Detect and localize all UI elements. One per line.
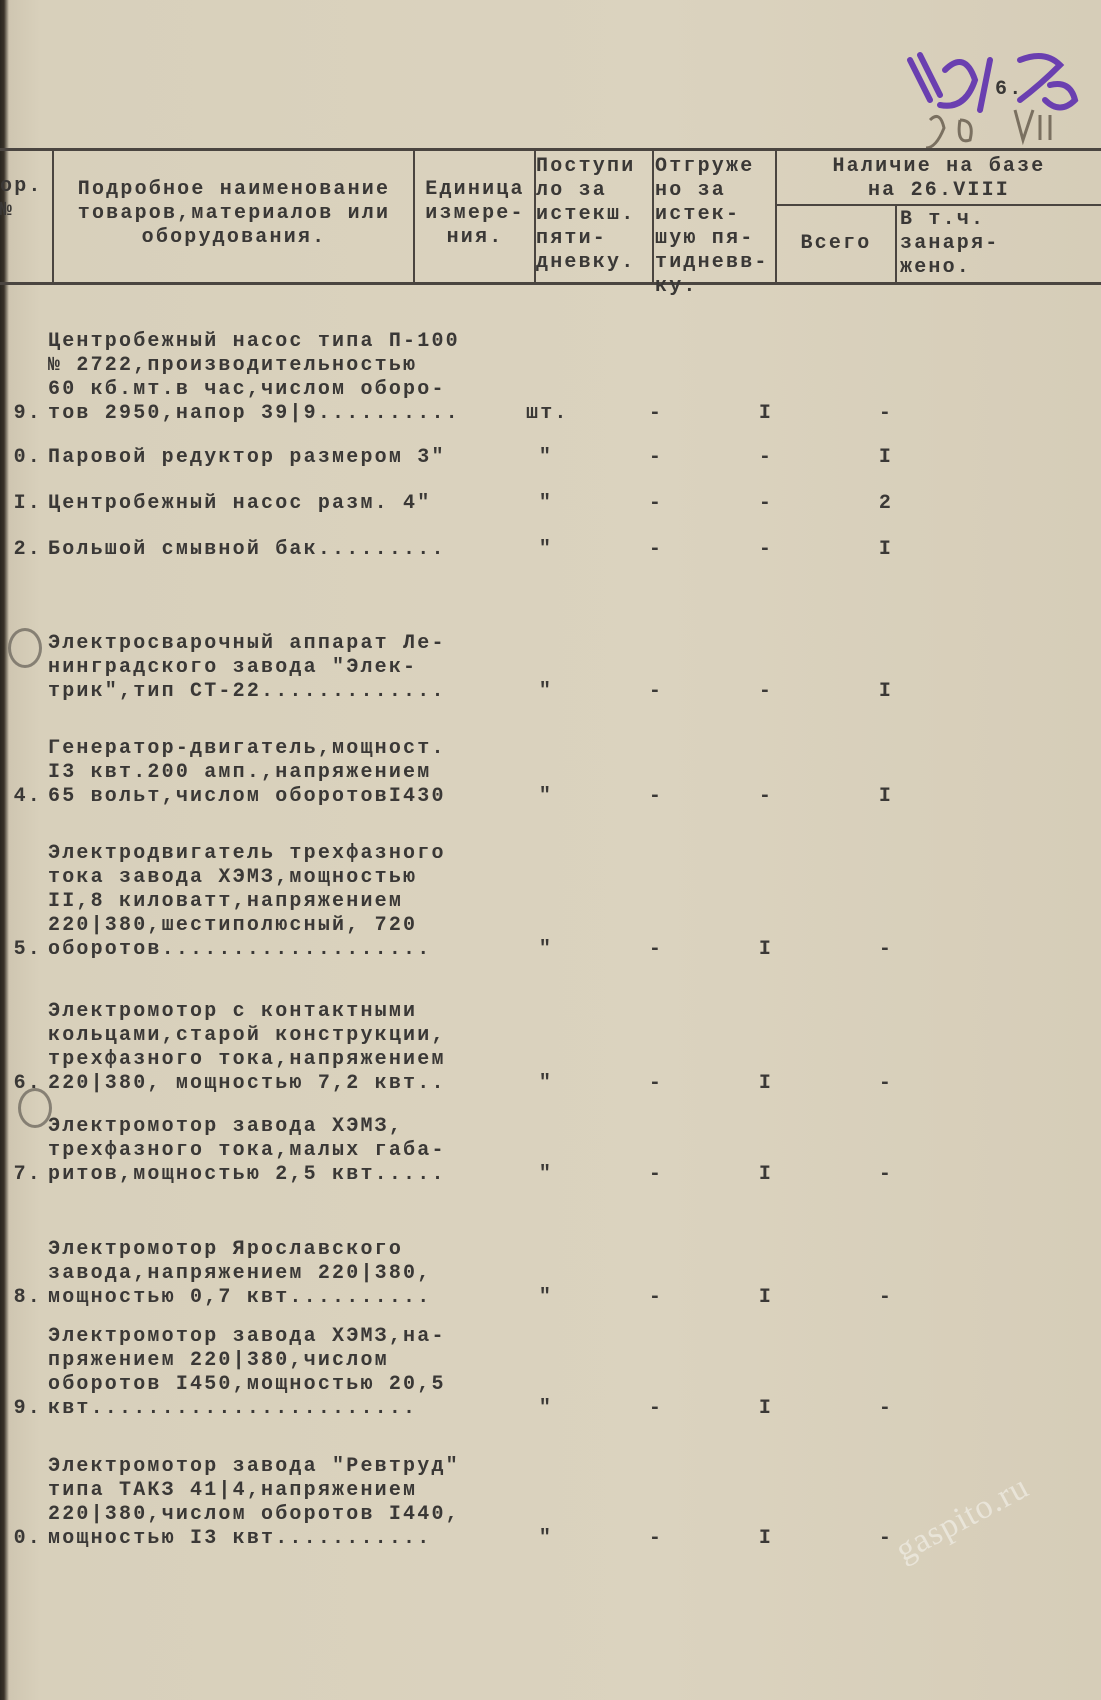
item-stock-total: - (878, 1397, 894, 1420)
item-shipped: I (758, 1397, 774, 1420)
item-stock-total: - (878, 1286, 894, 1309)
item-name: Электродвигатель трехфазного тока завода ХЭМЗ,мощностью II,8 киловатт,напряжением 220|380,шестиполюсный, 720 оборотов................... (48, 842, 446, 961)
item-shipped: - (758, 680, 774, 703)
item-unit: " (538, 1163, 554, 1186)
table-row (0, 1000, 946, 1096)
item-name: Электромотор завода "Ревтруд" типа ТАКЗ 41|4,напряжением 220|380,числом оборотов I440, мощностью I3 квт........... (48, 1455, 460, 1550)
table-row (0, 842, 946, 962)
item-name: Электросварочный аппарат Ле- нинградского завода "Элек- трик",тип СТ-22............. (48, 632, 446, 703)
item-received: - (648, 402, 664, 425)
item-received: - (648, 680, 664, 703)
item-shipped: I (758, 1286, 774, 1309)
item-number: 4. (13, 785, 42, 808)
item-stock-total: - (878, 1527, 894, 1550)
item-received: - (648, 938, 664, 961)
item-number: 2. (13, 538, 42, 561)
item-received: - (648, 1286, 664, 1309)
item-stock-total: - (878, 402, 894, 425)
item-received: - (648, 1397, 664, 1420)
header-top-rule (0, 148, 1101, 151)
item-number: 9. (13, 402, 42, 425)
item-shipped: - (758, 492, 774, 515)
item-number: 9. (13, 1397, 42, 1420)
table-row (0, 1455, 946, 1551)
table-row (0, 538, 946, 562)
table-row (0, 1115, 946, 1187)
table-row (0, 1325, 946, 1421)
table-row (0, 632, 946, 704)
header-shipped: Отгруже но за истек- шую пя- тидневв- ку. (655, 155, 769, 298)
item-shipped: I (758, 938, 774, 961)
item-unit: " (538, 1397, 554, 1420)
punch-hole (18, 1088, 52, 1128)
punch-hole (8, 628, 42, 668)
item-number: 6. (13, 1072, 42, 1095)
header-received: Поступи ло за истекш. пяти- дневку. (536, 155, 636, 274)
item-received: - (648, 1072, 664, 1095)
item-number: 7. (13, 1163, 42, 1186)
item-name: Электромотор с контактными кольцами,старой конструкции, трехфазного тока,напряжением 220|380, мощностью 7,2 квт.. (48, 1000, 446, 1095)
header-number: ор. № (0, 175, 43, 222)
header-name: Подробное наименование товаров,материалов или оборудования. (77, 178, 391, 249)
item-name: Центробежный насос разм. 4" (48, 492, 432, 515)
item-unit: " (538, 785, 554, 808)
item-name: Генератор-двигатель,мощност. I3 квт.200 амп.,напряжением 65 вольт,числом оборотовI430 (48, 737, 446, 808)
item-shipped: I (758, 1072, 774, 1095)
item-shipped: I (758, 402, 774, 425)
header-stock: Наличие на базе на 26.VIII (832, 155, 1046, 202)
item-shipped: I (758, 1527, 774, 1550)
header-stock-total: Всего (800, 232, 872, 255)
item-stock-total: I (878, 446, 894, 469)
header-stock-charged: В т.ч. занаря- жено. (900, 208, 1000, 279)
table-row (0, 1238, 946, 1310)
item-stock-total: 2 (878, 492, 894, 515)
item-stock-total: I (878, 785, 894, 808)
table-row (0, 737, 946, 809)
col-divider (652, 148, 654, 284)
item-unit: " (538, 492, 554, 515)
table-row (0, 446, 946, 470)
col-divider (895, 205, 897, 284)
item-received: - (648, 538, 664, 561)
item-unit: " (538, 538, 554, 561)
item-received: - (648, 785, 664, 808)
item-received: - (648, 1163, 664, 1186)
item-unit: " (538, 938, 554, 961)
item-name: Электромотор Ярославского завода,напряжением 220|380, мощностью 0,7 квт.......... (48, 1238, 432, 1309)
item-number: 0. (13, 446, 42, 469)
item-unit: " (538, 446, 554, 469)
item-number: 8. (13, 1286, 42, 1309)
item-number: I. (13, 492, 42, 515)
item-shipped: I (758, 1163, 774, 1186)
table-row (0, 330, 946, 426)
item-unit: " (538, 1286, 554, 1309)
item-stock-total: - (878, 938, 894, 961)
item-name: Большой смывной бак......... (48, 538, 446, 561)
item-name: Паровой редуктор размером 3" (48, 446, 446, 469)
header-bottom-rule (0, 282, 1101, 285)
item-stock-total: I (878, 680, 894, 703)
item-received: - (648, 446, 664, 469)
item-stock-total: I (878, 538, 894, 561)
item-number: 5. (13, 938, 42, 961)
stock-sub-rule (775, 204, 1101, 206)
table-row (0, 492, 946, 516)
item-unit: " (538, 680, 554, 703)
item-name: Центробежный насос типа П-100 № 2722,производительностью 60 кб.мт.в час,числом оборо- тов 2950,напор 39|9.......... (48, 330, 460, 425)
item-shipped: - (758, 785, 774, 808)
item-received: - (648, 492, 664, 515)
item-number: 0. (13, 1527, 42, 1550)
header-unit: Единица измере- ния. (425, 178, 525, 249)
page-number: 6. (995, 78, 1024, 101)
item-stock-total: - (878, 1163, 894, 1186)
item-name: Электромотор завода ХЭМЗ,на- пряжением 220|380,числом оборотов I450,мощностью 20,5 квт....................... (48, 1325, 446, 1420)
item-unit: " (538, 1072, 554, 1095)
item-unit: шт. (526, 402, 569, 425)
item-name: Электромотор завода ХЭМЗ, трехфазного тока,малых габа- ритов,мощностью 2,5 квт..... (48, 1115, 446, 1186)
col-divider (52, 148, 54, 284)
item-shipped: - (758, 538, 774, 561)
item-received: - (648, 1527, 664, 1550)
item-shipped: - (758, 446, 774, 469)
item-unit: " (538, 1527, 554, 1550)
item-stock-total: - (878, 1072, 894, 1095)
watermark: gaspito.ru (889, 1468, 1036, 1569)
